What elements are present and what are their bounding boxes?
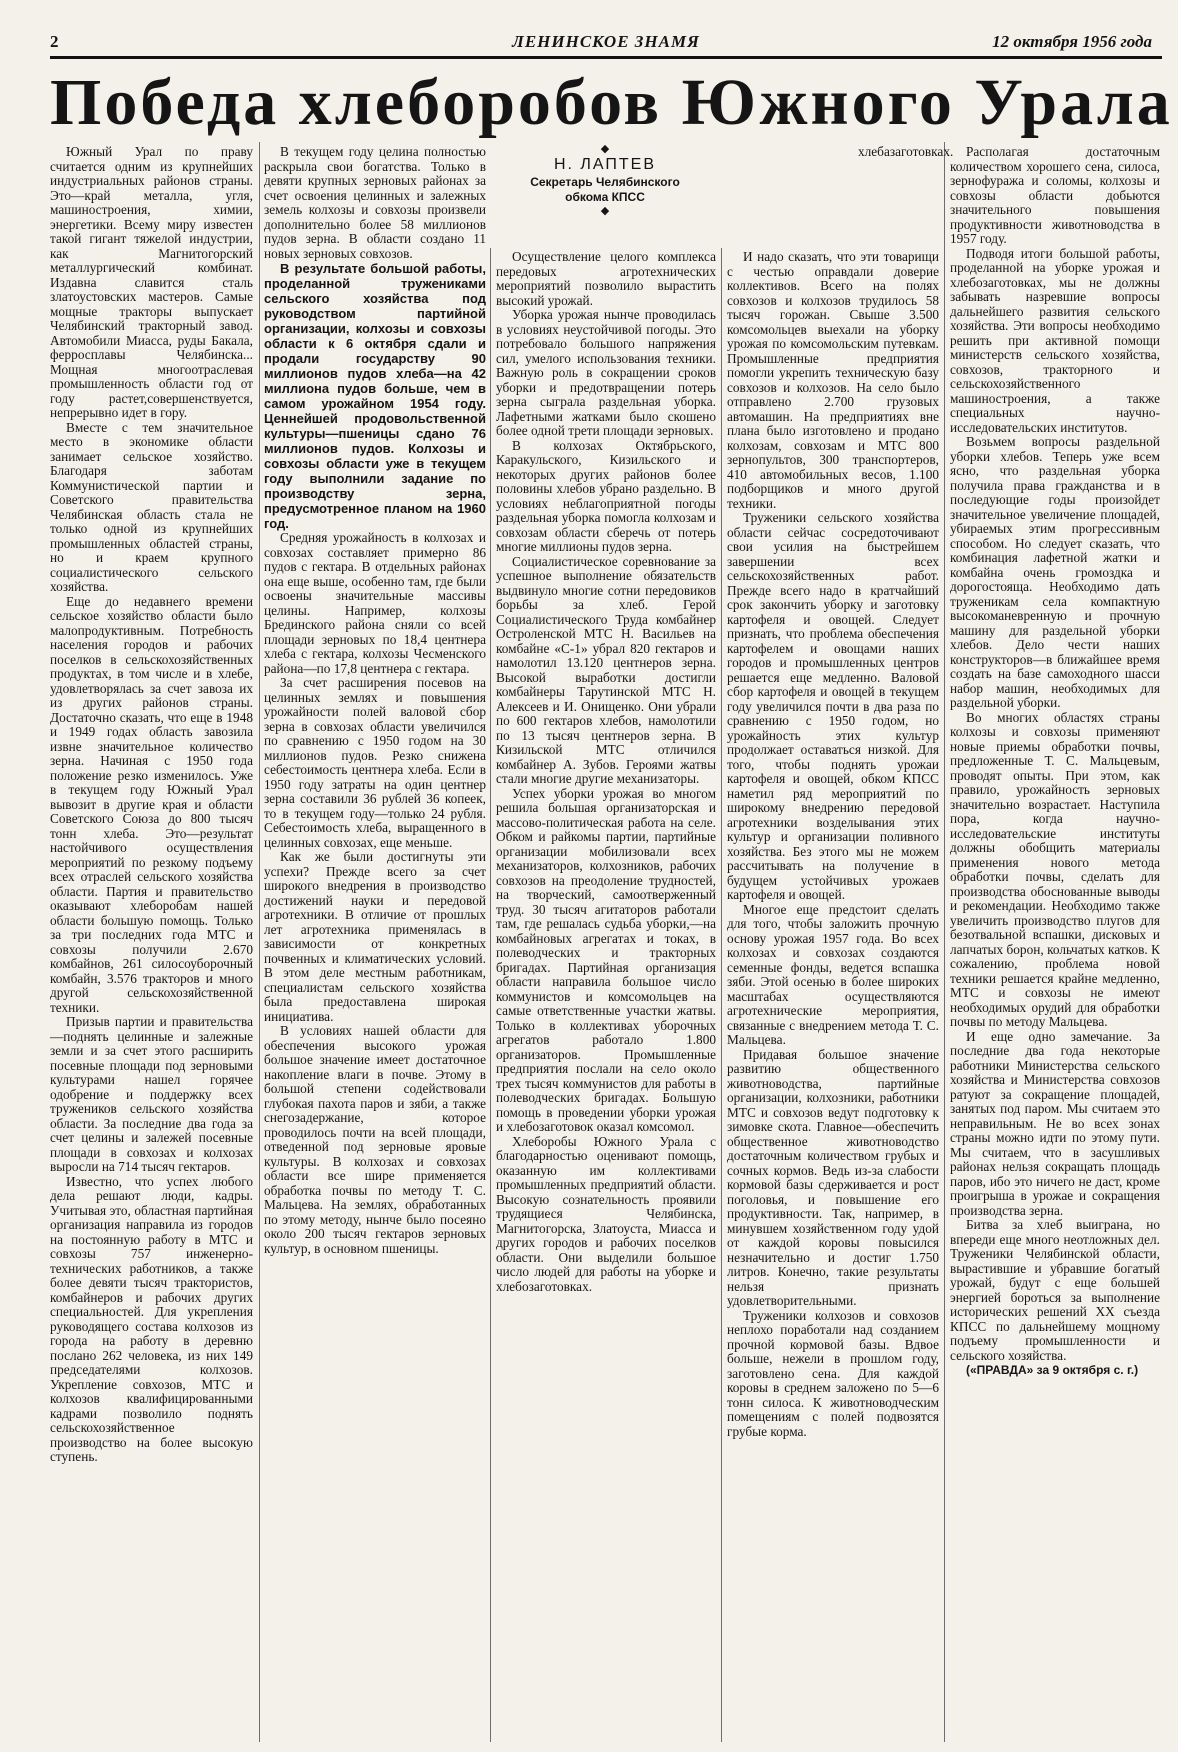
author-role: Секретарь Челябинского обкома КПСС — [530, 175, 680, 204]
article-paragraph: Многое еще предстоит сделать для того, чтобы заложить прочную основу урожая 1957 года. Во всех колхозах и совхозах создаются семенные фонды, ведется вспашка зяби. Этой осенью в более широких масштабах осуществляются агротехнические мероприятия, связанные с внедрением метода Т. С. Мальцева. — [727, 901, 939, 1047]
article-paragraph: Успех уборки урожая во многом решила большая организаторская и массово-политическая работа на селе. Обком и райкомы партии, партийные организации мобилизовали всех механизаторов, колхозников, рабочих совхозов на преодоление трудностей, на творческий, самоотверженный труд. 30 тысяч агитаторов работали там, где решалась судьба уборки,—на комбайновых агрегатах и токах, в полеводческих и тракторных бригадах. Партийная организация области направила большое число коммунистов и комсомольцев на самые ответственные участки жатвы. Только в коллективах уборочных агрегатов работало 1.800 организаторов. Промышленные предприятия послали на село около трех тысяч коммунистов для работы в полеводческих бригадах. Большую помощь в проведении уборки урожая и хлебозаготовок оказал комсомол. — [496, 785, 716, 1134]
article-paragraph: И надо сказать, что эти товарищи с честью оправдали доверие коллективов. Всего на полях совхозов и колхозов трудилось 58 тысяч горожан. Свыше 3.500 комсомольцев выехали на уборку урожая по комсомольским путевкам. Промышленные предприятия помогли укрепить техническую базу совхозов и колхозов. На село было отправлено 2.700 грузовых автомашин. На предприятиях вне плана было изготовлено и продано колхозам, совхозам и МТС 800 зернопультов, 300 транспортеров, 410 автомобильных весов, 1.100 подборщиков и много другой техники. — [727, 249, 939, 511]
article-paragraph: Вместе с тем значительное место в экономике области занимает сельское хозяйство. Благодаря заботам Коммунистической партии и Советского правительства Челябинская область стала не только одной из крупнейших промышленных областей страны, но и краем крупного социалистического сельского хозяйства. — [50, 419, 253, 594]
article-paragraph-bold: В результате большой работы, проделанной тружениками сельского хозяйства под руководством партийной организации, колхозы и совхозы области к 6 октября сдали и продали государству 90 миллионов пудов хлеба—на 42 миллиона пудов больше, чем в самом урожайном 1954 году. Ценнейшей продовольственной культуры—пшеницы сдано 76 миллионов пудов. Колхозы и совхозы области уже в текущем году выполнили задание по производству зерна, предусмотренное планом на 1960 год. — [264, 261, 486, 531]
article-paragraph: Придавая большое значение развитию общественного животноводства, партийные организации, колхозники, работники МТС и совхозов ведут подготовку к зимовке скота. Главное—обеспечить общественное животноводство достаточным количеством грубых и сочных кормов. Ведь из-за слабости кормовой базы сдерживается и рост поголовья, и повышение его продуктивности. Так, например, в минувшем хозяйственном году удой от каждой коровы повысился незначительно и достиг 1.750 литров. Конечно, такие результаты нельзя признать удовлетворительными. — [727, 1046, 939, 1308]
column-rule — [490, 248, 491, 1742]
article-paragraph: Известно, что успех любого дела решают люди, кадры. Учитывая это, областная партийная организация направила из городов на постоянную работу в МТС и совхозы 757 инженерно-технических работников, а также более девяти тысяч трактористов, комбайнеров и рабочих других специальностей. Для укрепления руководящего состава колхозов из города на работу в деревню послано 262 человека, из них 149 председателями колхозов. Укрепление совхозов, МТС и колхозов квалифицированными кадрами позволило поднять сельскохозяйственное производство на более высокую ступень. — [50, 1173, 253, 1464]
issue-date: 12 октября 1956 года — [992, 32, 1152, 51]
byline — [520, 143, 690, 217]
masthead — [50, 32, 1162, 59]
article-paragraph: И еще одно замечание. За последние два года некоторые работники Министерства сельского хозяйства и Министерства совхозов ратуют за сокращение площадей, занятых под паром. Мы считаем это неправильным. Не во всех зонах страны можно идти по этому пути. Мы считаем, что в засушливых районах нельзя сокращать площадь паров, ибо это ничего не даст, кроме проигрыша в урожае и сокращения производства зерна. — [950, 1028, 1160, 1218]
ornament-diamond-top: ◆ — [600, 143, 610, 155]
article-paragraph: Средняя урожайность в колхозах и совхозах составляет примерно 86 пудов с гектара. В отдельных районах она еще выше, особенно там, где были освоены значительные массивы целины. Например, колхозы Брединского района сняли со всей площади зерновых по 18,4 центнера хлеба с гектара, колхозы Чесменского района—по 17,8 центнера с гектара. — [264, 530, 486, 676]
article-paragraph: Социалистическое соревнование за успешное выполнение обязательств выдвинуло многие сотни передовиков борьбы за хлеб. Герой Социалистического Труда комбайнер Остроленской МТС Н. Васильев на комбайне «С-1» убрал 820 гектаров и намолотил 13.120 центнеров зерна. Высокой выработки достигли комбайнеры Тарутинской МТС Н. Алексеев и И. Онищенко. Они убрали по 600 гектаров хлебов, намолотили по 13 тысяч центнеров зерна. В Кизильской МТС отличился комбайнер А. Зубов. Героями жатвы стали многие другие механизаторы. — [496, 553, 716, 786]
article-column-2 — [264, 145, 486, 1743]
article-column-4 — [727, 250, 939, 1743]
article-paragraph: Во многих областях страны колхозы и совхозы применяют новые приемы обработки почвы, предложенные Т. С. Мальцевым, проводят опыты. При этом, как правило, урожайность зерновых значительно возрастает. Наступила пора, когда научно-исследовательские институты должны обобщить материалы применения нового метода обработки почвы, сделать для производства обоснованные выводы и рекомендации. Необходимо также увеличить производство плугов для безотвальной вспашки, дисковых и лапчатых борон, кольчатых катков. К сожалению, проблема новой техники решается крайне медленно, МТС и совхозы не имеют необходимых орудий для обработки почвы по методу Мальцева. — [950, 709, 1160, 1029]
article-paragraph: Возьмем вопросы раздельной уборки хлебов. Теперь уже всем ясно, что раздельная уборка получила права гражданства и в последующие годы произойдет значительное увеличение площадей, убираемых этим прогрессивным способом. Но следует сказать, что комбинация лафетной жатки и комбайна очень громоздка и дорогостояща. Необходимо дать труженикам села компактную высокоманевренную и прочную машину для раздельной уборки хлебов. Дело чести наших конструкторов—в ближайшее время создать на базе самоходного шасси набор машин, необходимых для раздельной уборки. — [950, 434, 1160, 710]
article-paragraph: За счет расширения посевов на целинных землях и повышения урожайности полей валовой сбор зерна в совхозах области увеличился по сравнению с 1950 годом на 30 миллионов пудов. Резко снижена себестоимость центнера хлеба. Если в 1950 году затраты на один центнер зерна составили 36 рублей 36 копеек, то в текущем году—только 24 рубля. Себестоимость хлеба, выращенного в целинных совхозах, еще меньше. — [264, 675, 486, 850]
article-column-1 — [50, 145, 253, 1743]
article-paragraph: Осуществление целого комплекса передовых агротехнических мероприятий позволило вырастить высокий урожай. — [496, 249, 716, 308]
article-paragraph: Битва за хлеб выиграна, но впереди еще много неотложных дел. Труженики Челябинской области, вырастившие и убравшие богатый урожай, будут с еще большей энергией бороться за выполнение исторических решений XX съезда КПСС по дальнейшему мощному подъему промышленности и сельского хозяйства. — [950, 1217, 1160, 1363]
article-paragraph: Подводя итоги большой работы, проделанной на уборке урожая и хлебозаготовках, мы не должны забывать назревшие вопросы дальнейшего развития сельского хозяйства. Эти вопросы необходимо решить при активной помощи министерств сельского хозяйства, совхозов, тракторного и сельскохозяйственного машиностроения, а также специальных научно-исследовательских институтов. — [950, 245, 1160, 435]
article-paragraph: Призыв партии и правительства—поднять целинные и залежные земли и за счет этого расширить посевные площади под зерновыми культурами нашел горячее одобрение и поддержку всех тружеников сельского хозяйства области. За последние два года за счет целины и залежей посевные площади в совхозах и колхозах выросли на 714 тысяч гектаров. — [50, 1014, 253, 1174]
ornament-diamond-bottom: ◆ — [600, 205, 610, 217]
article-paragraph: Уборка урожая нынче проводилась в условиях неустойчивой погоды. Это потребовало большого напряжения сил, умелого использования техники. Важную роль в сокращении сроков уборки и предотвращении потерь зерна сыграла раздельная уборка. Лафетными жатками было скошено более одной трети площади зерновых. — [496, 307, 716, 438]
newspaper-title: ЛЕНИНСКОЕ ЗНАМЯ — [512, 32, 700, 51]
article-paragraph: Еще до недавнего времени сельское хозяйство области было малопродуктивным. Потребность населения городов и рабочих поселков в сельскохозяйственных продуктах, в том числе и в хлебе, удовлетворялась за счет завоза их из других районов страны. Достаточно сказать, что еще в 1948 и 1949 годах область завозила извне значительное количество зерна. Начиная с 1950 года положение резко изменилось. Уже в текущем году Южный Урал вывозит в другие края и области Советского Союза до 800 тысяч тонн хлеба. Это—результат настойчивого осуществления мероприятий по резкому подъему всех отраслей сельского хозяйства области. Партия и правительство оказывают хлеборобам нашей области большую помощь. Только за три последних года МТС и совхозы получили 2.670 комбайнов, 261 силосоуборочный комбайн, 3.576 тракторов и много другой сельскохозяйственной техники. — [50, 593, 253, 1015]
article-paragraph: Южный Урал по праву считается одним из крупнейших индустриальных районов страны. Это—край металла, угля, машиностроения, химии, энергетики. Всему миру известен такой гигант тяжелой индустрии, как Магнитогорский металлургический комбинат. Издавна славится сталь златоустовских мастеров. Самые мощные тракторы выпускает Челябинский тракторный завод. Автомобили Миасса, руды Бакала, ферросплавы Челябинска... Мощная многоотраслевая промышленность области год от году растет,совершенствуется, непрерывно идет в гору. — [50, 144, 253, 420]
article-paragraph: Труженики сельского хозяйства области сейчас сосредоточивают свои усилия на быстрейшем завершении всех сельскохозяйственных работ. Прежде всего надо в кратчайший срок закончить уборку и заготовку картофеля и овощей. Следует признать, что проблема обеспечения картофелем и овощами наших городов и промышленных центров решается еще медленно. Валовой сбор картофеля и овощей в текущем году увеличился почти в два раза по сравнению с 1950 годом, но урожайность этих культур продолжает оставаться низкой. Для того, чтобы поднять урожаи картофеля и овощей, обком КПСС наметил ряд мероприятий по широкому внедрению передовой агротехники возделывания этих культур и организации поливного хозяйства. Без этого мы не можем рассчитывать на получение в будущем устойчивых урожаев картофеля и овощей. — [727, 510, 939, 902]
author-name: Н. ЛАПТЕВ — [553, 156, 657, 173]
article-paragraph: В колхозах Октябрьского, Каракульского, Кизильского и некоторых других районов более половины хлебов убрано раздельно. В условиях неблагоприятной погоды раздельная уборка помогла колхозам и совхозам области сберечь от потерь многие миллионы пудов зерна. — [496, 437, 716, 554]
article-paragraph: В текущем году целина полностью раскрыла свои богатства. Только в девяти крупных зерновых районах за счет освоения целинных и залежных земель колхозы и совхозы произвели дополнительно более 58 миллионов пудов зерна. В области создано 11 новых зерновых совхозов. — [264, 144, 486, 261]
source-note: («ПРАВДА» за 9 октября с. г.) — [966, 1363, 1139, 1377]
article-paragraph: Труженики колхозов и совхозов неплохо поработали над созданием прочной кормовой базы. Вдвое больше, нежели в прошлом году, заготовлено сена. Для каждой коровы в среднем заложено по 5—6 тонн силоса. К животноводческим помещениям с полей подвозятся грубые корма. — [727, 1307, 939, 1439]
article-column-4-top — [842, 144, 954, 245]
article-paragraph: Хлеборобы Южного Урала с благодарностью оценивают помощь, оказанную им коллективами промышленных предприятий области. Высокую сознательность проявили трудящиеся Челябинска, Магнитогорска, Златоуста, Миасса и других городов и рабочих поселков области. Они выделили большое число людей для работы на уборке и хлебозаготовках. — [496, 1133, 716, 1294]
column-rule — [259, 142, 260, 1742]
article-column-3 — [496, 250, 716, 1743]
article-paragraph: Как же были достигнуты эти успехи? Прежде всего за счет широкого внедрения в производство достижений науки и передовой агротехники. В отличие от прошлых лет агротехника применялась в зависимости от конкретных почвенных и климатических условий. В этом деле местным работникам, специалистам сельского хозяйства была предоставлена широкая инициатива. — [264, 849, 486, 1024]
article-column-5 — [950, 145, 1160, 1743]
article-paragraph: Располагая достаточным количеством хорошего сена, силоса, зернофуража и соломы, колхозы и совхозы области добьются значительного повышения продуктивности животноводства в 1957 году. — [950, 144, 1160, 246]
article-paragraph: В условиях нашей области для обеспечения высокого урожая большое значение имеет достаточное накопление влаги в почве. Этому в большой степени содействовали глубокая пахота паров и зяби, а также снегозадержание, которое проводилось почти на всей площади, отведенной под зерновые яровые культуры. В колхозах и совхозах области все шире применяется обработка почвы по методу Т. С. Мальцева. На землях, обработанных по этому методу, нынче было посеяно около 200 тысяч гектаров зерновых культур, в основном пшеницы. — [264, 1023, 486, 1256]
page-number: 2 — [50, 32, 59, 51]
column-rule — [721, 248, 722, 1742]
article-paragraph: хлебазаготовках. — [858, 144, 954, 159]
headline: Победа хлеборобов Южного Урала — [50, 66, 1173, 139]
column-rule — [944, 142, 945, 1742]
